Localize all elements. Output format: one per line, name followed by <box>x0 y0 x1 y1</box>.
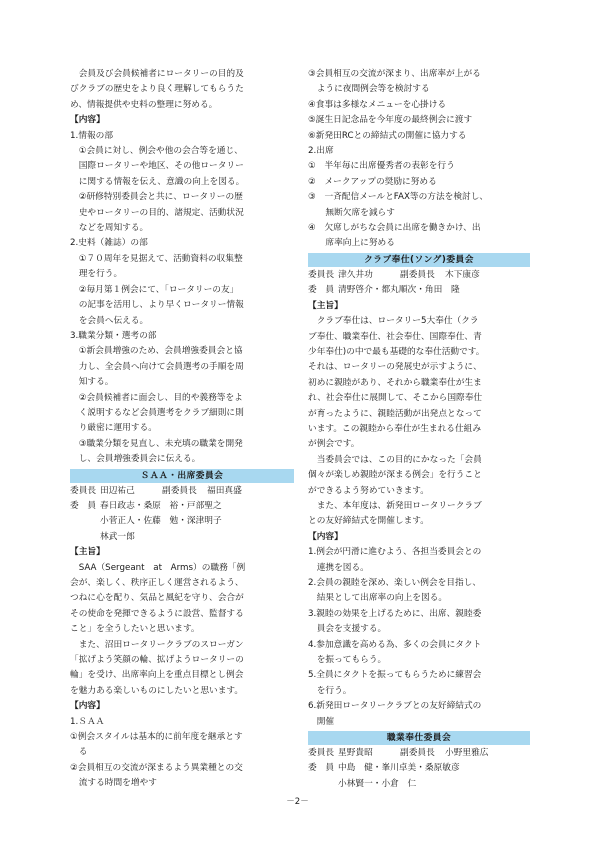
role-label: 委員長 <box>308 748 335 759</box>
text-line: びクラブの歴史をより良く理解してもらうた <box>70 84 244 95</box>
text-line: ② メークアップの奨励に努める <box>308 176 437 187</box>
member-row <box>70 530 294 545</box>
shushi-heading: 【主旨】 <box>308 300 343 311</box>
text-line: また、沼田ロータリークラブのスローガン <box>70 639 244 650</box>
member-row <box>70 499 294 514</box>
text-line: つねに心を配り、気品と風紀を守り、会合が <box>70 593 244 604</box>
text-line: ②毎月第１例会にて、「ロータリーの友」 <box>70 284 239 295</box>
member-row <box>308 268 530 283</box>
text-line: ⑥新発田RCとの締結式の開催に協力する <box>308 130 467 141</box>
text-line: 力し、全会員へ向けて会員選考の手順を周 <box>70 361 244 372</box>
text-line: それは、ロータリーの発展史が示すように、 <box>308 362 482 373</box>
member-name: 星野貴昭 <box>338 748 373 759</box>
text-line: く説明するなど会員選考をクラブ細則に則 <box>70 407 244 418</box>
text-line: 6.新発田ロータリークラブとの友好締結式の <box>308 701 482 712</box>
text-line: め、情報提供や史料の整理に努める。 <box>70 99 218 110</box>
role-label: 委員長 <box>308 269 335 280</box>
text-line: 開催 <box>308 716 335 727</box>
club-service-committee-banner: クラブ奉仕(ソング)委員会 <box>308 253 530 267</box>
text-line: ①７０周年を見据えて、活動資料の収集整 <box>70 253 243 264</box>
text-line: ②会員相互の交流が深まるよう異業種との交 <box>70 762 243 773</box>
role-label: 委員長 <box>70 485 97 496</box>
role-label: 副委員長 <box>400 748 435 759</box>
role-label <box>70 514 100 529</box>
text-line: ②会員候補者に面会し、目的や義務等をよ <box>70 392 243 403</box>
text-line: 2.史料（雑誌）の部 <box>70 238 148 249</box>
right-column <box>308 67 530 792</box>
content-list <box>70 129 294 468</box>
text-line: ①例会スタイルは基本的に前年度を継承とす <box>70 732 243 743</box>
role-label: 副委員長 <box>400 269 435 280</box>
text-line: 連携を図る。 <box>308 562 369 573</box>
text-line: り厳密に運用する。 <box>70 423 157 434</box>
text-line: を魅力ある楽しいものにしたいと思います。 <box>70 685 244 696</box>
text-line: ②研修特別委員会と共に、ロータリーの歴 <box>70 192 243 203</box>
text-line: 2.出席 <box>308 146 334 157</box>
vocational-member-list <box>308 746 530 792</box>
role-label <box>70 530 100 545</box>
club-content-list <box>308 545 530 730</box>
text-line: また、本年度は、新発田ロータリークラブ <box>308 500 482 511</box>
text-line: 国際ロータリーや地区、その他ロータリー <box>70 161 244 172</box>
text-line: ③会員相互の交流が深まり、出席率が上がる <box>308 69 481 79</box>
member-names: 中島 健・峯川卓美・桑原敏彦 <box>338 763 460 774</box>
text-line: ③職業分類を見直し、未充填の職業を開発 <box>70 438 243 449</box>
text-line: クラブ奉仕は、ロータリー5大奉仕（クラ <box>308 316 479 327</box>
text-line: ように夜間例会等を検討する <box>308 84 430 95</box>
intro-paragraph <box>70 67 294 113</box>
naiyo-heading: 【内容】 <box>308 531 343 542</box>
naiyo-heading: 【内容】 <box>70 115 105 126</box>
text-line: との友好締結式を開催します。 <box>308 516 429 527</box>
text-line: ①新会員増強のため、会員増強委員会と協 <box>70 346 243 357</box>
page-number: －2－ <box>286 797 309 807</box>
text-line: 輪」を受け、出席率向上を重点目標とし例会 <box>70 670 244 681</box>
text-line: などを周知する。 <box>70 223 149 234</box>
text-line: に関する情報を伝え、意識の向上を図る。 <box>70 176 245 187</box>
member-names: 小林賢一・小倉 仁 <box>338 778 417 789</box>
role-label: 副委員長 <box>162 485 197 496</box>
saa-content-list <box>70 715 294 792</box>
text-line: 5.全員にタクトを振ってもらうために練習会 <box>308 670 482 681</box>
member-row <box>70 484 294 499</box>
text-line: ①会員に対し、例会や他の会合等を通じ、 <box>70 146 243 157</box>
naiyo-heading: 【内容】 <box>70 701 105 712</box>
text-line: SAA（Sergeant at Arms）の職務「例 <box>70 562 246 573</box>
text-line: こと」を全うしたいと思います。 <box>70 624 200 635</box>
text-line: の記事を活用し、より早くロータリー情報 <box>70 300 244 311</box>
vocational-service-committee-banner: 職業奉仕委員会 <box>308 731 530 745</box>
role-label: 委 員 <box>70 500 97 511</box>
text-line: 員会を支援する。 <box>308 624 387 635</box>
text-line: ができるよう努めていきます。 <box>308 485 429 496</box>
member-name: 小野里雅広 <box>445 748 489 759</box>
text-line: 無断欠席を減らす <box>308 207 395 218</box>
left-column <box>70 67 294 792</box>
text-line: れ、社会奉仕に展開して、そこから国際奉仕 <box>308 393 483 404</box>
text-line: 当委員会では、この目的にかなった「会員 <box>308 454 482 465</box>
text-line: ③ 一斉配信メールとFAX等の方法を検討し、 <box>308 192 489 203</box>
member-name: 木下康彦 <box>445 269 480 280</box>
text-line: 個々が楽しめ親睦が深まる例会」を行うこと <box>308 470 482 481</box>
text-line: 2.会員の親睦を深め、楽しい例会を目指し、 <box>308 578 482 588</box>
text-line: を振ってもらう。 <box>308 655 387 666</box>
text-line: います。この親睦から奉仕が生まれる仕組み <box>308 423 482 434</box>
saa-committee-banner: ＳＡＡ・出席委員会 <box>70 469 294 483</box>
role-label <box>308 777 338 792</box>
member-name: 福田真盛 <box>207 485 242 496</box>
text-line: 席率向上に努める <box>308 238 395 249</box>
text-line: し、会員増強委員会に伝える。 <box>70 454 201 465</box>
text-line: 「拡げよう笑顔の輪、拡げようロータリーの <box>70 655 244 666</box>
text-line: 会員及び会員候補者にロータリーの目的及 <box>70 69 244 79</box>
shushi-heading: 【主旨】 <box>70 547 105 558</box>
text-line: を会員へ伝える。 <box>70 315 149 326</box>
text-line: ④ 欠席しがちな会員に出席を働きかけ、出 <box>308 223 481 234</box>
text-line: 知する。 <box>70 377 114 388</box>
text-line: ① 半年毎に出席優秀者の表彰を行う <box>308 161 455 172</box>
text-line: る <box>70 747 88 758</box>
saa-member-list <box>70 484 294 546</box>
text-line: ⑤誕生日記念品を今年度の最終例会に渡す <box>308 115 473 126</box>
role-label: 委 員 <box>308 763 335 774</box>
saa-content-continued <box>308 67 530 252</box>
text-line: 会が、楽しく、秩序正しく運営されるよう、 <box>70 578 244 588</box>
text-line: 結果として出席率の向上を図る。 <box>308 593 447 604</box>
text-line: ④食事は多様なメニューを心掛ける <box>308 99 447 110</box>
member-row <box>308 777 530 792</box>
text-line: ブ奉仕、職業奉仕、社会奉仕、国際奉仕、青 <box>308 331 482 342</box>
member-row <box>308 761 530 776</box>
role-label: 委 員 <box>308 285 335 296</box>
member-names: 春日政志・桑原 裕・戸部聖之 <box>100 500 222 511</box>
member-row <box>308 283 530 298</box>
member-row <box>70 514 294 529</box>
text-line: 少年奉仕)の中で最も基礎的な奉仕活動です。 <box>308 346 485 357</box>
text-line: 流する時間を増やす <box>70 778 157 789</box>
member-names: 清野啓介・都丸順次・角田 隆 <box>338 285 460 296</box>
text-line: 3.職業分類・選考の部 <box>70 330 157 341</box>
text-line: が例会です。 <box>308 439 360 450</box>
club-purpose-paragraph <box>308 314 530 530</box>
text-line: その使命を発揮できるように設営、監督する <box>70 608 244 619</box>
club-member-list <box>308 268 530 299</box>
member-names: 林武一郎 <box>100 531 135 542</box>
text-line: を行う。 <box>308 685 352 696</box>
text-line: が育ったように、親睦活動が出発点となって <box>308 408 482 419</box>
member-row <box>308 746 530 761</box>
text-line: 1.ＳＡＡ <box>70 716 105 727</box>
saa-purpose-paragraph <box>70 561 294 700</box>
text-line: 1.情報の部 <box>70 130 114 141</box>
member-name: 田辺祐己 <box>100 485 135 496</box>
text-line: 3.親睦の効果を上げるために、出席、親睦委 <box>308 608 482 619</box>
member-name: 津久井功 <box>338 269 373 280</box>
member-names: 小菅正人・佐藤 勉・深津明子 <box>100 516 222 527</box>
text-line: 4.参加意識を高める為、多くの会員にタクト <box>308 639 482 650</box>
text-line: 理を行う。 <box>70 269 123 280</box>
text-line: 1.例会が円滑に進むよう、各担当委員会との <box>308 547 482 558</box>
text-line: 初めに親睦があり、それから職業奉仕が生ま <box>308 377 482 388</box>
text-line: 史やロータリーの目的、諸規定、活動状況 <box>70 207 244 218</box>
